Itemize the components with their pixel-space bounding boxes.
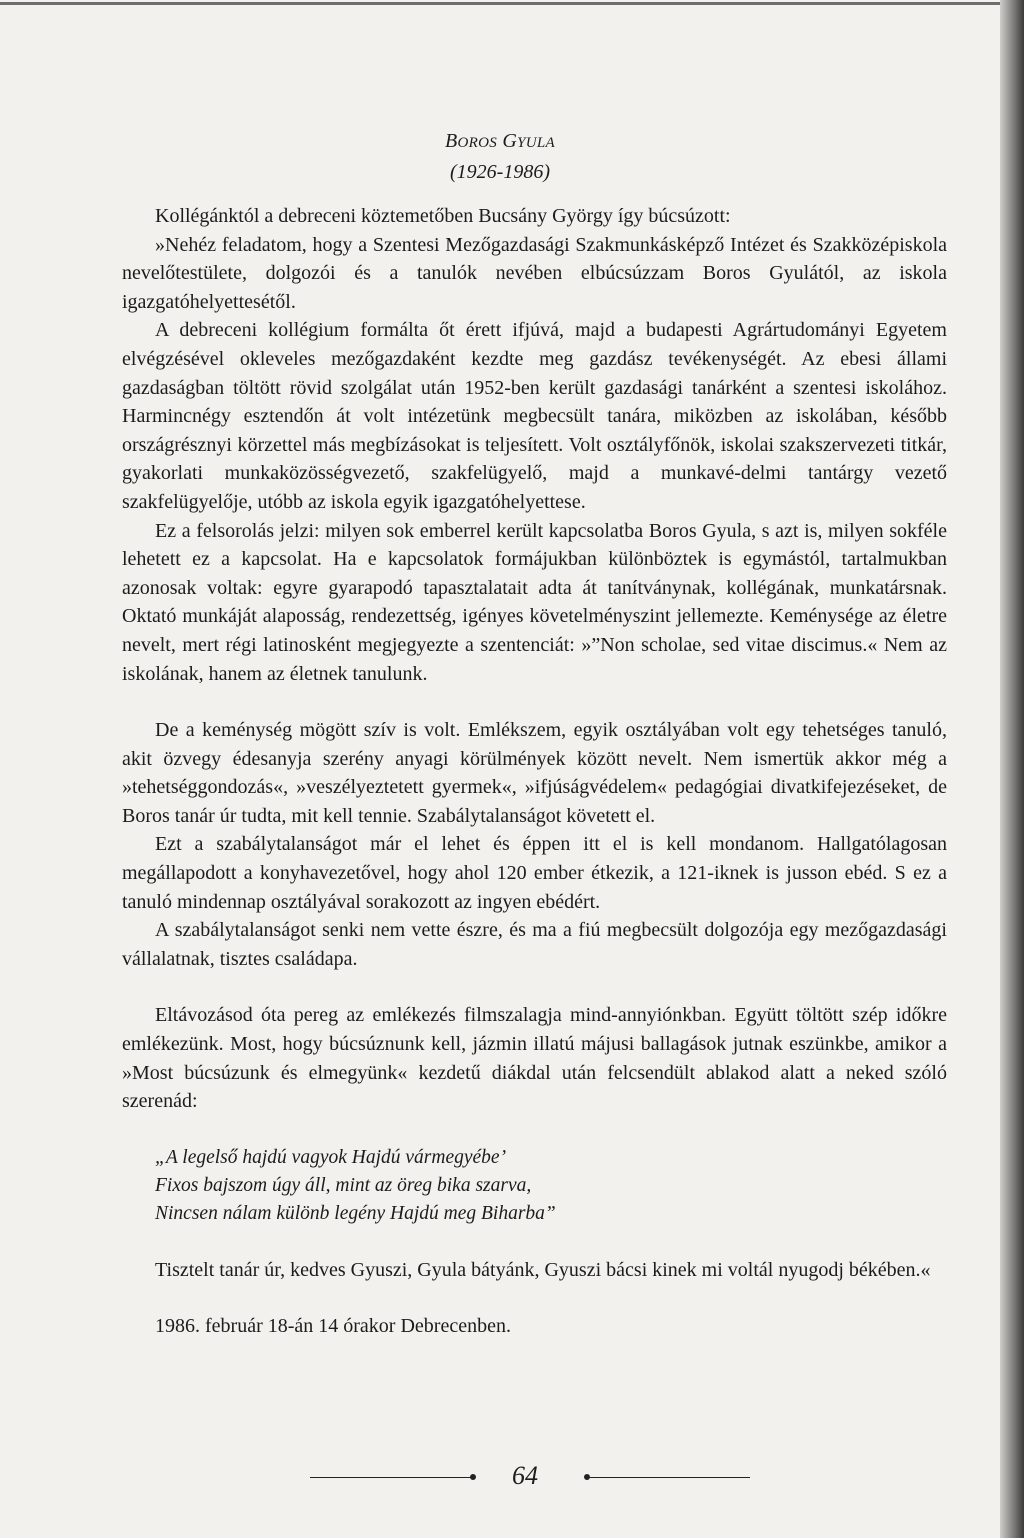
poem-line: Nincsen nálam különb legény Hajdú meg Biharba” xyxy=(155,1202,556,1224)
paragraph: De a keménység mögött szív is volt. Emlékszem, egyik osztályában volt egy tehetséges tanuló, akit özvegy édesanyja szerény anyagi körülmények között nevelt. Nem ismertük akkor még a »tehetséggondozás«, »veszélyeztetett gyermek«, »ifjúságvédelem« pedagógiai divatkifejezéseket, de Boros tanár úr tudta, mit kell tennie. Szabálytalanságot követett el. xyxy=(122,719,947,827)
page-footer xyxy=(0,1456,1000,1496)
paragraph: A debreceni kollégium formálta őt érett ifjúvá, majd a budapesti Agrártudományi Egyetem elvégzésével okleveles mezőgazdaként kezdte meg gazdász tevékenységét. Az ebesi állami gazdaságban töltött rövid szolgálat után 1952-ben került gazdasági tanárként a szentesi iskolához. Harmincnégy esztendőn át volt intézetünk megbecsült tanára, miközben az iskolában, később országrésznyi körzettel más megbízásokat is teljesített. Volt osztályfőnök, iskolai szakszervezeti titkár, gyakorlati munkaközösségvezető, szakfelügyelő, majd a munkavé-delmi tantárgy vezető szakfelügyelője, utóbb az iskola egyik igazgatóhelyettese. xyxy=(122,319,947,513)
paragraph-gap xyxy=(122,688,947,716)
page-edge-shadow xyxy=(1000,0,1024,1538)
article-header xyxy=(0,128,1000,186)
paragraph: Ez a felsorolás jelzi: milyen sok emberrel került kapcsolatba Boros Gyula, s azt is, milyen sokféle lehetett ez a kapcsolat. Ha e kapcsolatok formájukban különböztek is egymástól, tartalmukban azonosak voltak: egyre gyarapodó tapasztalatait adta át tanítványnak, kollégának, munkatársnak. Oktató munkáját alaposság, rendezettség, igényes követelményszint jellemezte. Keménysége az életre nevelt, mert régi latinosként megjegyezte a szentenciát: »”Non scholae, sed vitae discimus.« Nem az iskolának, hanem az életnek tanulunk. xyxy=(122,519,947,685)
top-edge-line xyxy=(0,2,1024,5)
paragraph: Tisztelt tanár úr, kedves Gyuszi, Gyula bátyánk, Gyuszi bácsi kinek mi voltál nyugodj békében.« xyxy=(155,1258,931,1281)
footer-rule-left xyxy=(310,1477,472,1478)
paragraph-gap xyxy=(122,1116,947,1144)
paragraph: Ezt a szabálytalanságot már el lehet és éppen itt el is kell mondanom. Hallgatólagosan megállapodott a konyhavezetővel, hogy ahol 120 ember étkezik, a 121-iknek is jusson ebéd. S ez a tanuló mindennap osztályával sorakozott az ingyen ebédért. xyxy=(122,833,947,913)
life-dates: (1926-1986) xyxy=(450,161,550,183)
footer-rule-right xyxy=(590,1477,750,1478)
poem-line: „A legelső hajdú vagyok Hajdú vármegyébe’ xyxy=(155,1146,507,1168)
article-body xyxy=(122,202,947,1341)
title-last-rest: YULA xyxy=(517,135,555,151)
article-title xyxy=(0,128,1000,156)
footer-dot-left xyxy=(470,1474,476,1480)
page-number: 64 xyxy=(512,1461,538,1490)
dateline: 1986. február 18-án 14 órakor Debrecenben. xyxy=(155,1315,511,1338)
title-last-initial: G xyxy=(502,130,518,152)
paragraph: »Nehéz feladatom, hogy a Szentesi Mezőgazdasági Szakmunkásképző Intézet és Szakközépiskola nevelőtestülete, dolgozói és a tanulók nevében elbúcsúzzam Boros Gyulától, az iskola igazgatóhelyettesétől. xyxy=(122,233,947,313)
title-first-rest: OROS xyxy=(457,135,498,151)
paragraph: Eltávozásod óta pereg az emlékezés filmszalagja mind-annyiónkban. Együtt töltött szép időkre emlékezünk. Most, hogy búcsúznunk kell, jázmin illatú májusi ballagások jutnak eszünkbe, amikor a »Most búcsúzunk és elmegyünk« kezdetű diákdal után felcsendült ablakod alatt a neked szóló szerenád: xyxy=(122,1004,947,1113)
paragraph: A szabálytalanságot senki nem vette észre, és ma a fiú megbecsült dolgozója egy mezőgazdasági vállalatnak, tisztes családapa. xyxy=(122,919,947,970)
paragraph-gap xyxy=(122,1228,947,1256)
poem-line: Fixos bajszom úgy áll, mint az öreg bika szarva, xyxy=(155,1174,532,1196)
poem-quote xyxy=(155,1144,947,1228)
paragraph-gap xyxy=(122,973,947,1001)
paragraph: Kollégánktól a debreceni köztemetőben Bucsány György így búcsúzott: xyxy=(155,205,731,227)
title-first-initial: B xyxy=(444,130,458,152)
paragraph-gap xyxy=(122,1284,947,1312)
